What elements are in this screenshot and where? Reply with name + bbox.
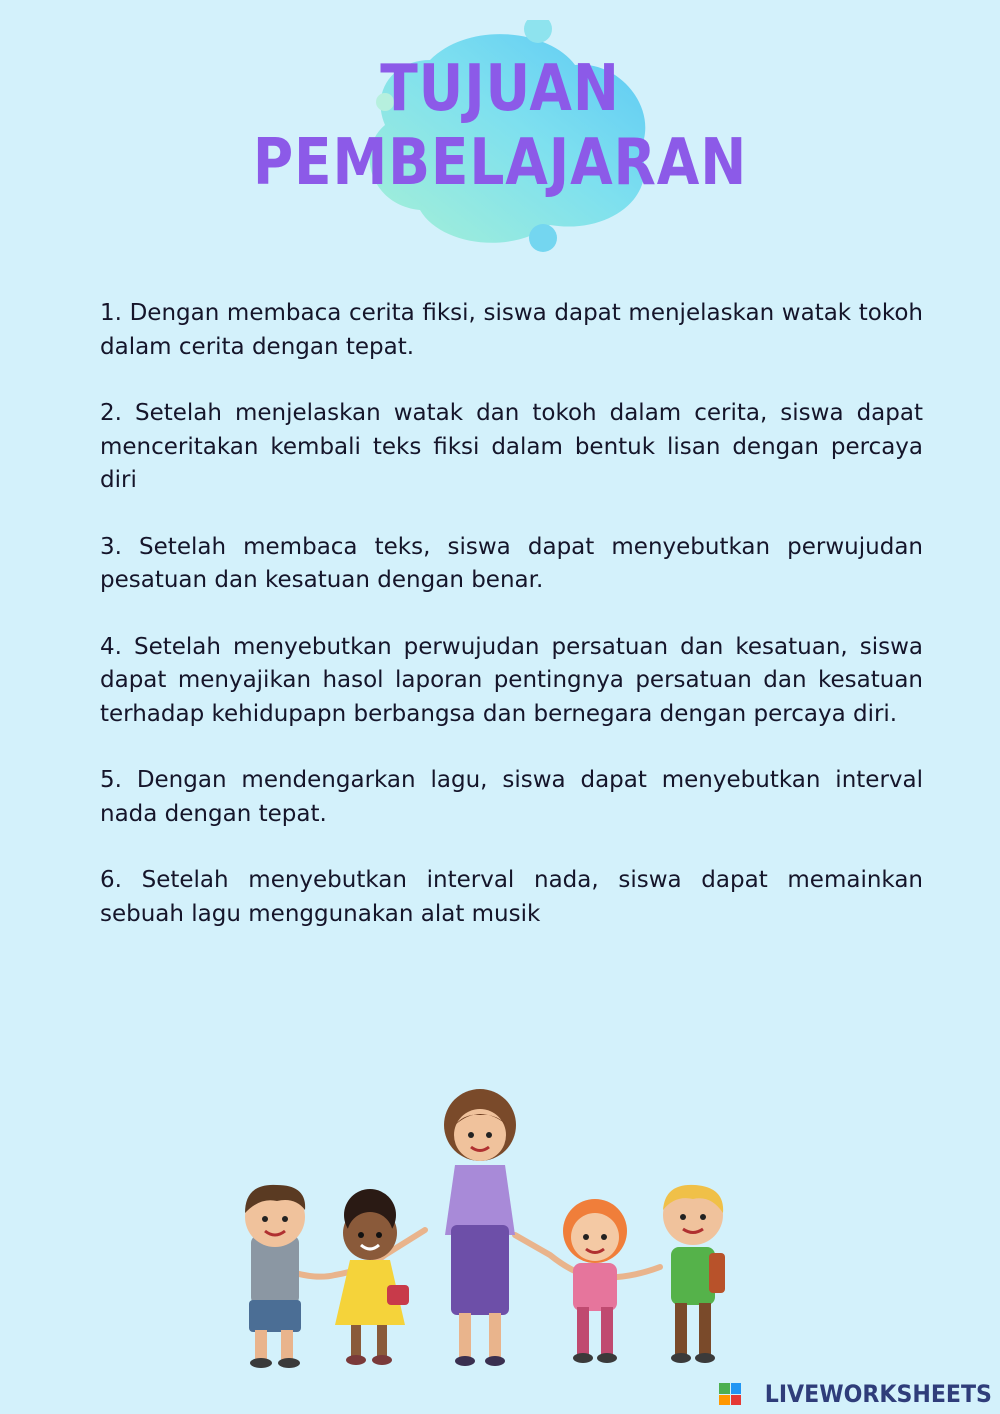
boy-figure-left (245, 1185, 305, 1368)
girl-figure-pink (563, 1199, 627, 1363)
liveworksheets-brand (719, 1380, 992, 1408)
objective-item-6: 6. Setelah menyebutkan interval nada, siswa dapat memainkan sebuah lagu menggunakan alat musik (100, 867, 923, 927)
liveworksheets-logo-icon (719, 1383, 741, 1405)
objective-item-5: 5. Dengan mendengarkan lagu, siswa dapat menyebutkan interval nada dengan tepat. (100, 767, 923, 827)
boy-figure-right (663, 1185, 725, 1363)
objective-item-3: 3. Setelah membaca teks, siswa dapat menyebutkan perwujudan pesatuan dan kesatuan dengan benar. (100, 533, 923, 593)
objective-item-2: 2. Setelah menjelaskan watak dan tokoh dalam cerita, siswa dapat menceritakan kembali teks fiksi dalam bentuk lisan dengan percaya diri (100, 400, 923, 493)
teacher-and-children-illustration (215, 1085, 755, 1375)
learning-objectives-list (100, 297, 923, 931)
brand-name: LIVEWORKSHEETS (764, 1380, 992, 1408)
girl-figure-yellow-dress (335, 1189, 409, 1365)
teacher-figure (444, 1089, 516, 1366)
title-line-2: PEMBELAJARAN (252, 126, 748, 200)
objective-item-1: 1. Dengan membaca cerita fiksi, siswa dapat menjelaskan watak tokoh dalam cerita dengan tepat. (100, 300, 923, 360)
title-line-1: TUJUAN (380, 52, 620, 126)
objective-item-4: 4. Setelah menyebutkan perwujudan persatuan dan kesatuan, siswa dapat menyajikan hasol laporan pentingnya persatuan dan kesatuan terhadap kehidupapn berbangsa dan bernegara dengan percaya diri. (100, 633, 923, 727)
page-title (70, 52, 930, 200)
